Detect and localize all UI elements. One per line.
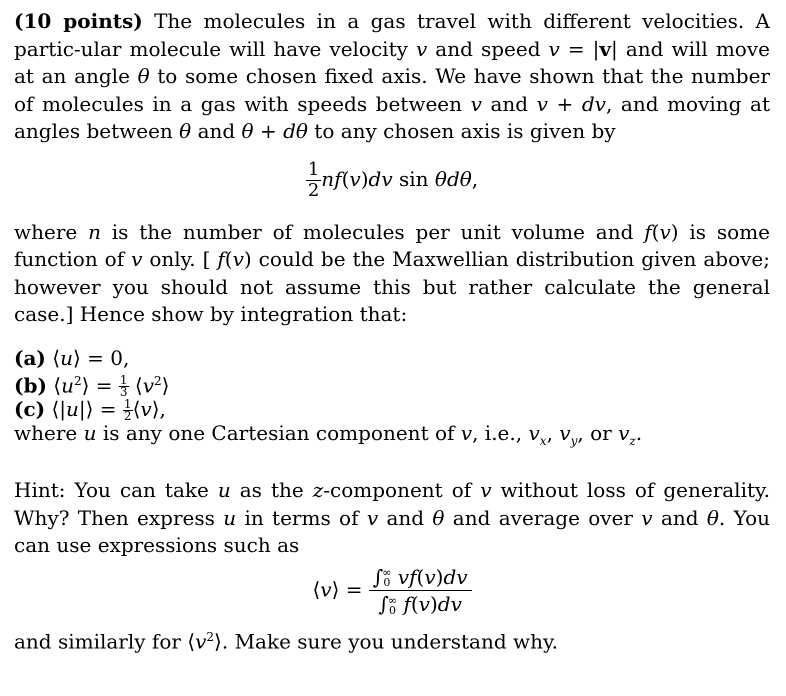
cartesian-note: where u is any one Cartesian component of v, i.e., $v_x$, $v_y$, or $v_z$. [14, 421, 643, 449]
points-label: (10 points) [14, 9, 143, 33]
display-equation-distribution: $\frac{1}{2}$ nf(v)dv sin θdθ, [307, 158, 479, 201]
where-paragraph: where n is the number of molecules per unit volume and f(v) is some function of v only. [ f(v) could be the Maxwellian distribution given above; however you should not assume this but rather calculate the general case.] Hence show by integration that: [14, 219, 770, 326]
problem-intro: (10 points) The molecules in a gas travel with different velocities. A partic-ular molecule will have velocity v and speed v = |v| and will move at an angle θ to some chosen fixed axis. We have shown that the number of molecules in a gas with speeds between v and v + dv, and moving at angles between θ and θ + dθ to any chosen axis is given by [14, 9, 771, 143]
results-list [14, 347, 770, 454]
final-paragraph: and similarly for $⟨v^2⟩$. Make sure you understand why. [14, 629, 558, 654]
problem-page [14, 8, 770, 656]
item-b: (b) $⟨u^2⟩$ = $\frac{1}{3}$ $⟨v^2⟩$ [14, 373, 170, 400]
item-c: (c) ⟨|u|⟩ = $\frac{1}{2}$ ⟨v⟩, [14, 397, 166, 424]
display-equation-average: ⟨v⟩ = ∫ ∞ 0 vf(v)dv ∫ ∞ 0 f(v)dv [14, 566, 770, 616]
hint-paragraph: Hint: You can take u as the z-component of v without loss of generality. Why? Then express u in terms of v and θ and average over v and θ. You can use expressions such as [14, 478, 771, 558]
item-a: (a) ⟨u⟩ = 0, [14, 345, 130, 370]
